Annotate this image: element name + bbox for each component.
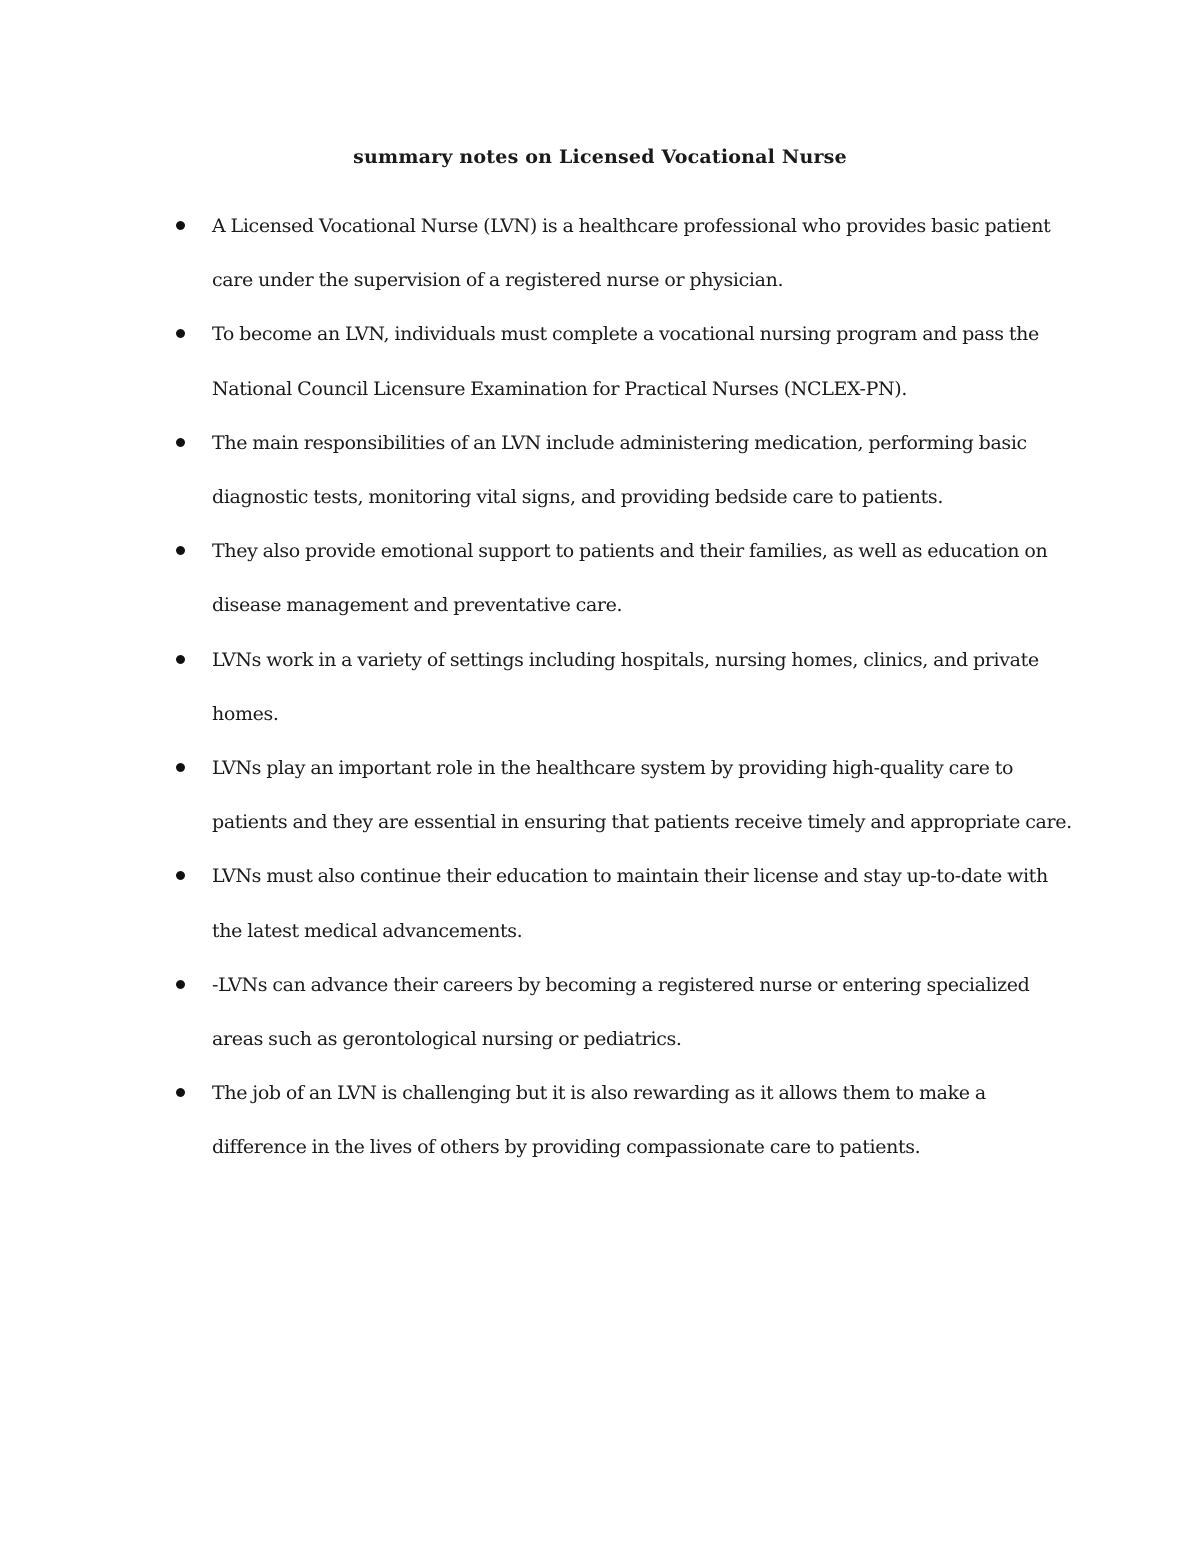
bullet-dot-icon (176, 871, 185, 880)
bullet-dot-icon (176, 1088, 185, 1097)
bullet-item (0, 849, 1072, 957)
bullet-text: The main responsibilities of an LVN include administering medication, performing basic diagnostic tests, monitoring vital signs, and providing bedside care to patients. (212, 431, 1027, 509)
bullet-item (0, 524, 1072, 632)
bullet-dot-icon (176, 221, 185, 230)
bullet-item (0, 633, 1072, 741)
bullet-dot-icon (176, 329, 185, 338)
bullet-dot-icon (176, 763, 185, 772)
bullet-dot-icon (176, 655, 185, 664)
bullet-text: A Licensed Vocational Nurse (LVN) is a healthcare professional who provides basic patient care under the supervision of a registered nurse or physician. (212, 215, 1051, 292)
bullet-text: LVNs must also continue their education to maintain their license and stay up-to-date with the latest medical advancements. (212, 865, 1048, 942)
bullet-item (0, 1066, 1072, 1174)
bullet-text: LVNs play an important role in the healthcare system by providing high-quality care to patients and they are essential in ensuring that patients receive timely and appropriate care. (212, 757, 1072, 834)
bullet-dot-icon (176, 980, 185, 989)
document-title: summary notes on Licensed Vocational Nurse (353, 146, 847, 168)
bullet-list (0, 199, 1200, 1175)
bullet-item (0, 307, 1072, 415)
bullet-text: The job of an LVN is challenging but it is also rewarding as it allows them to make a difference in the lives of others by providing compassionate care to patients. (212, 1082, 986, 1159)
bullet-text: To become an LVN, individuals must complete a vocational nursing program and pass the National Council Licensure Examination for Practical Nurses (NCLEX-PN). (212, 323, 1039, 400)
bullet-item (0, 741, 1072, 849)
bullet-item (0, 199, 1072, 307)
bullet-text: LVNs work in a variety of settings including hospitals, nursing homes, clinics, and private homes. (212, 648, 1039, 725)
bullet-item (0, 416, 1072, 524)
bullet-text: -LVNs can advance their careers by becoming a registered nurse or entering specialized areas such as gerontological nursing or pediatrics. (212, 973, 1030, 1051)
bullet-dot-icon (176, 438, 185, 447)
bullet-text: They also provide emotional support to patients and their families, as well as education on disease management and preventative care. (212, 540, 1048, 617)
bullet-item (0, 958, 1072, 1066)
bullet-dot-icon (176, 546, 185, 555)
